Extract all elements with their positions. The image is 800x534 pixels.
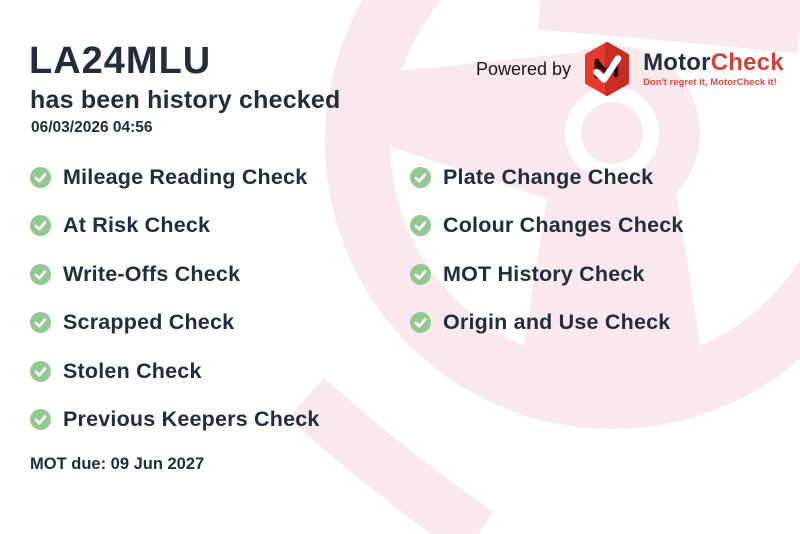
brand-tagline: Don't regret it, MotorCheck it! (643, 77, 777, 88)
check-label: Scrapped Check (63, 310, 235, 335)
check-circle-icon (30, 215, 51, 236)
check-timestamp: 06/03/2026 04:56 (31, 119, 153, 136)
check-label: Colour Changes Check (443, 213, 684, 238)
check-label: MOT History Check (443, 261, 645, 286)
check-row-mot-history (410, 250, 684, 299)
check-label: Stolen Check (63, 358, 202, 383)
check-row-mileage (30, 153, 320, 202)
check-row-scrapped (30, 299, 320, 348)
checks-left-column (30, 153, 320, 444)
motorcheck-wordmark (643, 50, 784, 88)
check-circle-icon (30, 409, 51, 430)
mot-due-date: MOT due: 09 Jun 2027 (30, 455, 205, 473)
check-label: Origin and Use Check (443, 310, 671, 335)
check-circle-icon (30, 361, 51, 382)
check-circle-icon (30, 167, 51, 188)
check-circle-icon (30, 264, 51, 285)
check-circle-icon (30, 312, 51, 333)
powered-by-block (476, 42, 784, 96)
check-row-colour-changes (410, 202, 684, 251)
check-row-at-risk (30, 202, 320, 251)
powered-by-label: Powered by (476, 58, 572, 79)
motorcheck-logo-icon (584, 42, 630, 96)
check-row-stolen (30, 347, 320, 396)
history-checked-subtitle: has been history checked (30, 86, 341, 114)
check-circle-icon (410, 264, 431, 285)
brand-motor-text: Motor (643, 49, 711, 76)
check-label: Previous Keepers Check (63, 407, 320, 432)
check-label: Plate Change Check (443, 164, 654, 189)
check-label: At Risk Check (63, 213, 211, 238)
check-row-plate-change (410, 153, 684, 202)
check-row-origin-and-use (410, 299, 684, 348)
check-label: Mileage Reading Check (63, 164, 308, 189)
brand-check-text: Check (710, 49, 784, 76)
check-circle-icon (410, 215, 431, 236)
check-circle-icon (410, 312, 431, 333)
check-circle-icon (410, 167, 431, 188)
checks-right-column (410, 153, 684, 347)
vehicle-registration: LA24MLU (29, 40, 212, 82)
check-label: Write-Offs Check (63, 261, 241, 286)
check-row-write-offs (30, 250, 320, 299)
check-row-previous-keepers (30, 396, 320, 445)
